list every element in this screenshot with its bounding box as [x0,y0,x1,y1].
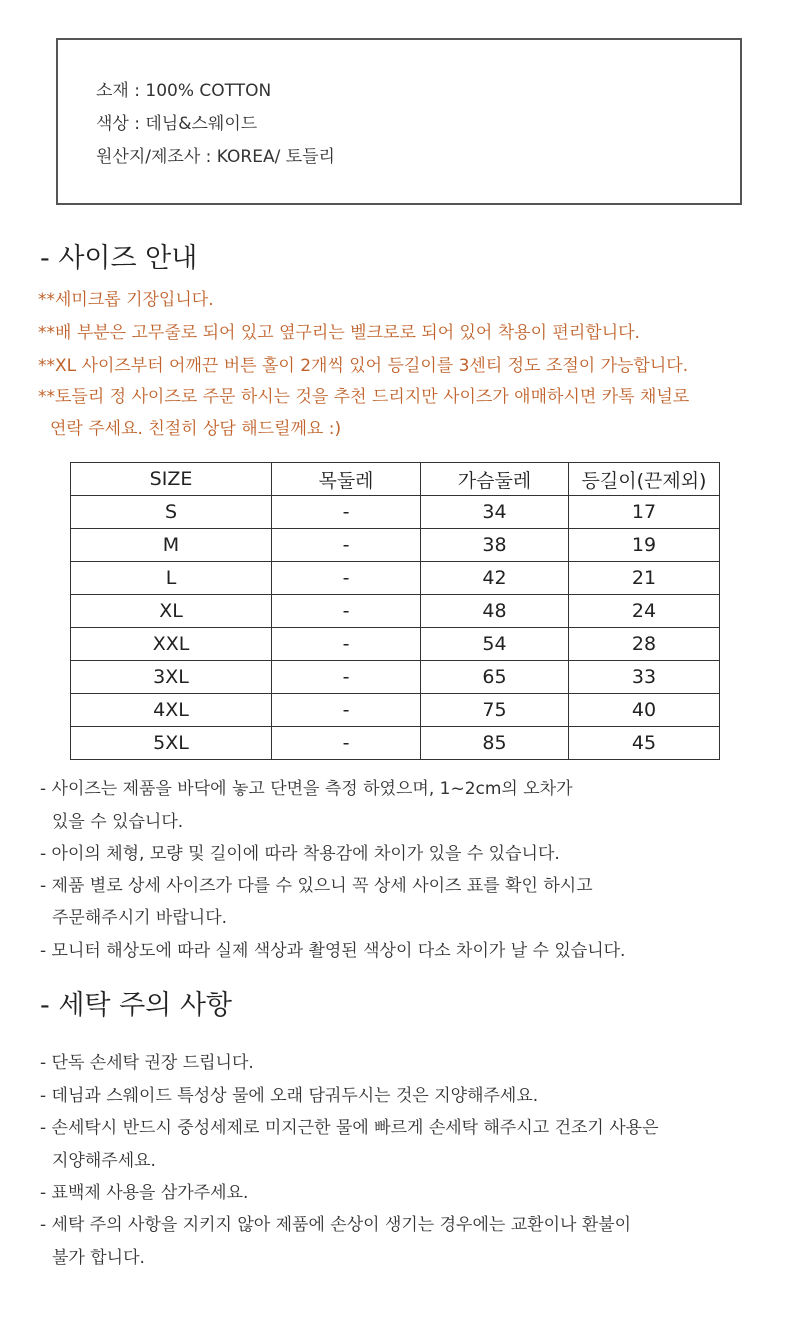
cell-chest: 42 [421,562,569,595]
table-row [71,661,720,694]
washing-line: 지양해주세요. [52,1151,156,1171]
cell-chest: 85 [421,727,569,760]
disclaimer-line: 있을 수 있습니다. [52,812,184,832]
cell-neck: - [272,727,421,760]
cell-chest: 48 [421,595,569,628]
disclaimer-line: - 제품 별로 상세 사이즈가 다를 수 있으니 꼭 상세 사이즈 표를 확인 하시고 [40,876,593,896]
header-chest: 가슴둘레 [421,463,569,496]
cell-size: M [71,529,272,562]
table-row [71,562,720,595]
material-text: 소재 : 100% COTTON [96,81,272,101]
size-note: 연락 주세요. 친절히 상담 해드릴께요 :) [50,419,342,439]
table-row [71,727,720,760]
size-note: **세미크롭 기장입니다. [38,290,214,310]
header-neck: 목둘레 [272,463,421,496]
washing-line: - 손세탁시 반드시 중성세제로 미지근한 물에 빠르게 손세탁 해주시고 건조기 사용은 [40,1118,659,1138]
disclaimer-line: - 아이의 체형, 모량 및 길이에 따라 착용감에 차이가 있을 수 있습니다. [40,844,560,864]
cell-chest: 75 [421,694,569,727]
cell-neck: - [272,496,421,529]
table-row [71,595,720,628]
table-header-row [71,463,720,496]
origin-text: 원산지/제조사 : KOREA/ 토들리 [96,147,335,167]
table-row [71,694,720,727]
header-size: SIZE [71,463,272,496]
disclaimer-line: - 사이즈는 제품을 바닥에 놓고 단면을 측정 하였으며, 1~2cm의 오차가 [40,779,573,799]
cell-back-length: 19 [569,529,720,562]
cell-back-length: 24 [569,595,720,628]
cell-back-length: 28 [569,628,720,661]
washing-line: - 세탁 주의 사항을 지키지 않아 제품에 손상이 생기는 경우에는 교환이나 환불이 [40,1215,632,1235]
table-row [71,496,720,529]
washing-line: - 단독 손세탁 권장 드립니다. [40,1053,254,1073]
washing-title: - 세탁 주의 사항 [40,990,232,1021]
header-back-length: 등길이(끈제외) [569,463,720,496]
cell-neck: - [272,694,421,727]
cell-size: L [71,562,272,595]
cell-size: 3XL [71,661,272,694]
cell-size: 5XL [71,727,272,760]
size-guide-title: - 사이즈 안내 [40,243,198,274]
disclaimer-line: - 모니터 해상도에 따라 실제 색상과 촬영된 색상이 다소 차이가 날 수 있습니다. [40,941,626,961]
color-text: 색상 : 데님&스웨이드 [96,114,258,134]
cell-size: 4XL [71,694,272,727]
cell-neck: - [272,595,421,628]
cell-size: XXL [71,628,272,661]
cell-chest: 34 [421,496,569,529]
table-row [71,628,720,661]
size-table [70,462,720,760]
washing-line: - 데님과 스웨이드 특성상 물에 오래 담궈두시는 것은 지양해주세요. [40,1086,539,1106]
cell-chest: 54 [421,628,569,661]
cell-back-length: 33 [569,661,720,694]
size-note: **토들리 정 사이즈로 주문 하시는 것을 추천 드리지만 사이즈가 애매하시면 카톡 채널로 [38,387,690,407]
cell-back-length: 40 [569,694,720,727]
disclaimer-line: 주문해주시기 바랍니다. [52,908,228,928]
size-note: **배 부분은 고무줄로 되어 있고 옆구리는 벨크로로 되어 있어 착용이 편리합니다. [38,323,640,343]
cell-size: XL [71,595,272,628]
table-row [71,529,720,562]
size-note: **XL 사이즈부터 어깨끈 버튼 홀이 2개씩 있어 등길이를 3센티 정도 조절이 가능합니다. [38,356,689,376]
cell-back-length: 21 [569,562,720,595]
cell-neck: - [272,529,421,562]
cell-back-length: 45 [569,727,720,760]
washing-line: - 표백제 사용을 삼가주세요. [40,1183,249,1203]
product-info-box [56,38,742,205]
cell-chest: 65 [421,661,569,694]
cell-neck: - [272,628,421,661]
cell-back-length: 17 [569,496,720,529]
cell-size: S [71,496,272,529]
cell-neck: - [272,562,421,595]
cell-neck: - [272,661,421,694]
washing-line: 불가 합니다. [52,1248,145,1268]
cell-chest: 38 [421,529,569,562]
